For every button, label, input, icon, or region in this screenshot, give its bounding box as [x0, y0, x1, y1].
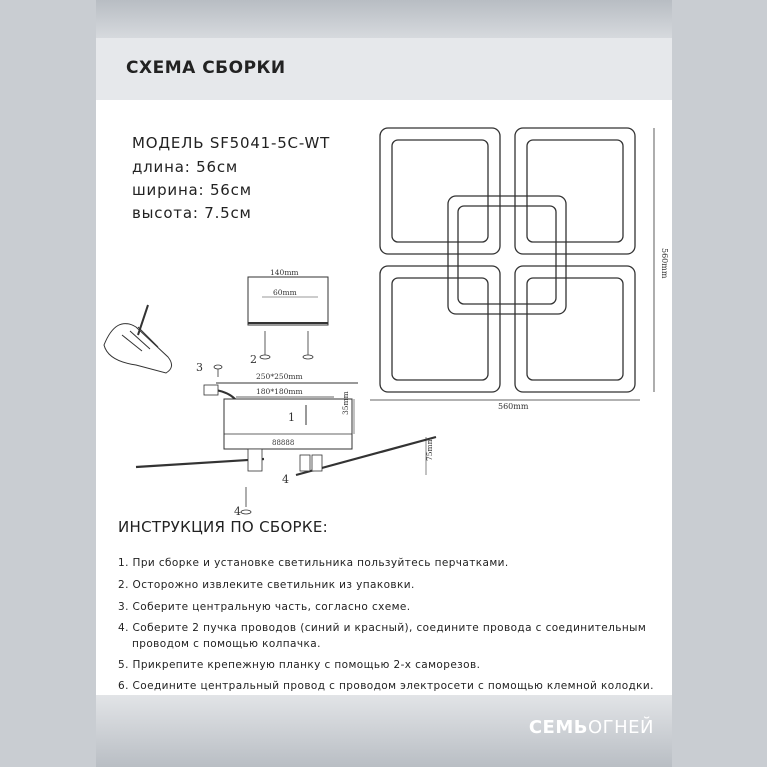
instructions-heading: ИНСТРУКЦИЯ ПО СБОРКЕ: — [118, 518, 328, 536]
callout-2: 2 — [250, 353, 257, 366]
dim-60: 60mm — [273, 288, 297, 297]
callout-1: 1 — [288, 411, 295, 424]
callout-4a: 4 — [234, 505, 241, 518]
lamp-arm-left — [136, 459, 264, 467]
spec-width: ширина: 56см — [132, 181, 252, 199]
callout-4b: 4 — [282, 473, 289, 486]
terminal-block — [204, 385, 218, 395]
page-title: СХЕМА СБОРКИ — [126, 58, 286, 78]
spec-model: МОДЕЛЬ SF5041-5C-WT — [132, 134, 331, 152]
brand-bold: СЕМЬ — [528, 717, 588, 738]
ceiling-plate — [248, 277, 328, 325]
spec-height: высота: 7.5см — [132, 204, 252, 222]
instruction-step: 6. Соедините центральный провод с проводом электросети с помощью клемной колодки. — [118, 680, 654, 692]
instruction-step: 3. Соберите центральную часть, согласно схеме. — [118, 601, 411, 613]
assembly-side-view-drawing — [96, 265, 456, 520]
callout-3: 3 — [196, 361, 203, 374]
dim-140: 140mm — [270, 268, 299, 277]
dim-180: 180*180mm — [256, 387, 303, 396]
dim-75: 75mm — [425, 437, 434, 461]
screws — [214, 331, 313, 377]
instruction-step: 5. Прикрепите крепежную планку с помощью 2-х саморезов. — [118, 659, 481, 671]
bottom-band — [96, 695, 672, 767]
brand-light: ОГНЕЙ — [587, 717, 654, 738]
hand-screwdriver-illustration — [104, 305, 172, 373]
instruction-step: 4. Соберите 2 пучка проводов (синий и красный), соедините провода с соединительным — [118, 622, 647, 634]
spec-length: длина: 56см — [132, 158, 238, 176]
dim-560-horizontal: 560mm — [498, 402, 529, 410]
top-band — [96, 0, 672, 40]
brand-logo — [529, 717, 654, 738]
instruction-step: 2. Осторожно извлеките светильник из упаковки. — [118, 579, 415, 591]
instruction-step: 1. При сборке и установке светильника пользуйтесь перчатками. — [118, 557, 509, 569]
display-marking: 88888 — [272, 439, 295, 447]
dim-35: 35mm — [341, 391, 350, 415]
dim-250: 250*250mm — [256, 372, 303, 381]
title-bar — [96, 38, 672, 100]
dim-560-vertical: 560mm — [660, 248, 669, 279]
instruction-step: проводом с помощью колпачка. — [132, 638, 321, 650]
